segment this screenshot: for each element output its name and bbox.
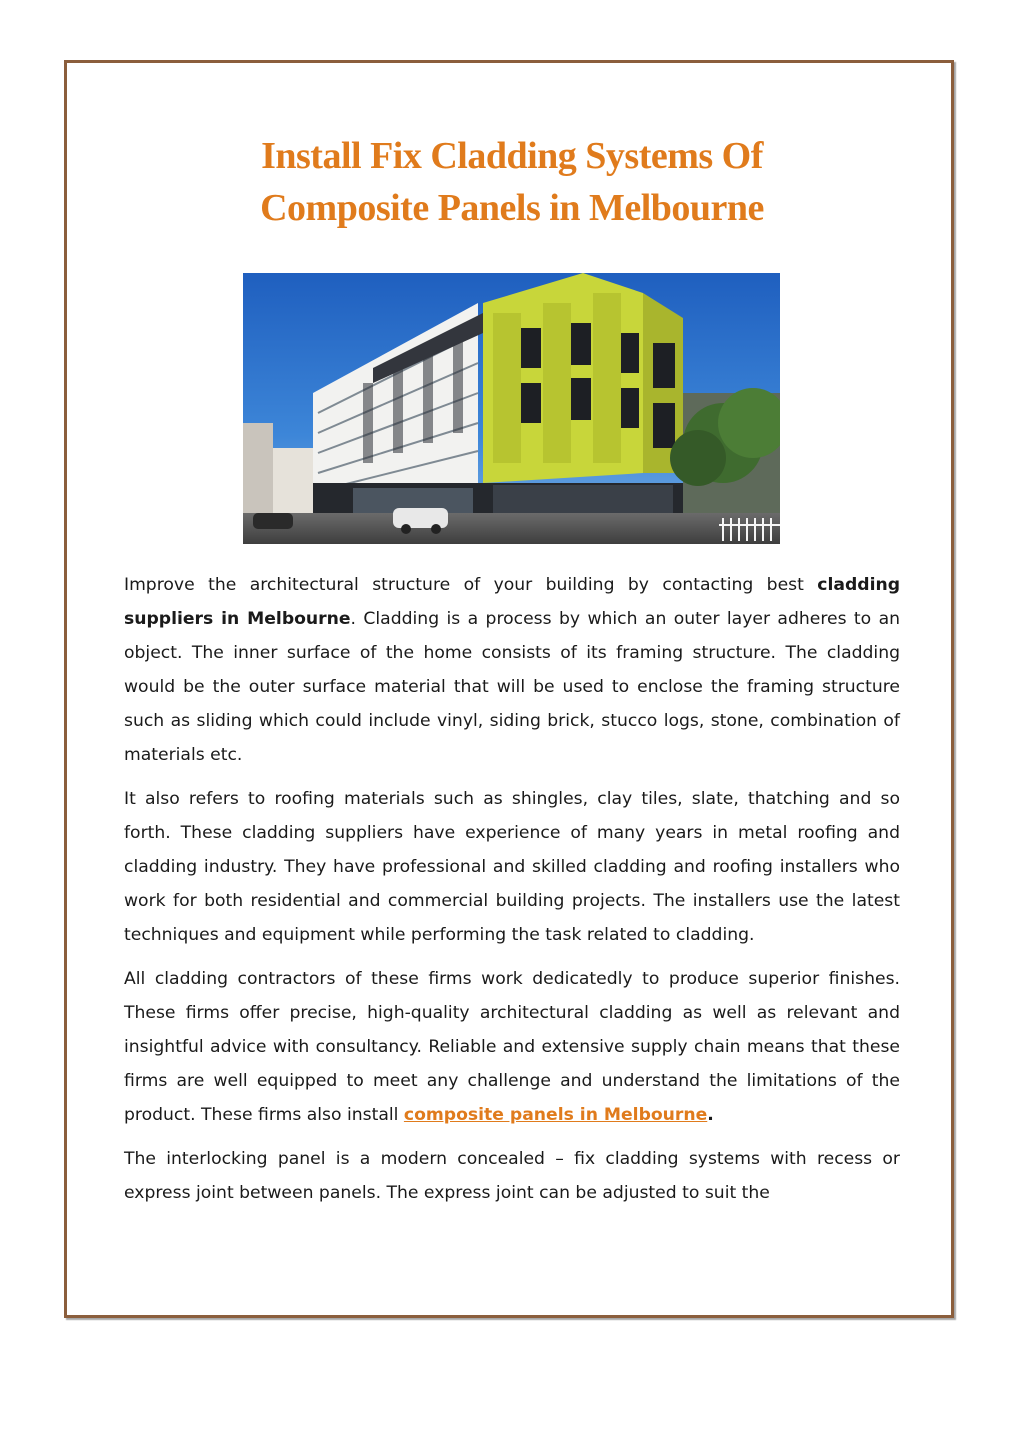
article-body [124,568,900,1220]
paragraph-1-text-b: . Cladding is a process by which an outer layer adheres to an object. The inner surface of the home consists of its framing structure. The cladding would be the outer surface material that will be used to enclose the framing structure such as sliding which could include vinyl, siding brick, stucco logs, stone, combination of materials etc. [124,609,900,765]
paragraph-3 [124,962,900,1132]
page-title [0,130,1024,234]
composite-panels-link[interactable]: composite panels in Melbourne [403,1105,708,1125]
title-line-1: Install Fix Cladding Systems Of [261,135,763,177]
paragraph-1 [124,568,900,772]
paragraph-3-text-b: . [707,1105,714,1125]
paragraph-1-text-a: Improve the architectural structure of your building by contacting best [124,575,818,595]
paragraph-3-text-a: All cladding contractors of these firms work dedicatedly to produce superior finishes. These firms offer precise, high-quality architectural cladding as well as relevant and insightful advice with consultancy. Reliable and extensive supply chain means that these firms are well equipped to meet any challenge and understand the limitations of the product. These firms also install [124,969,900,1125]
paragraph-4: The interlocking panel is a modern concealed – fix cladding systems with recess or express joint between panels. The express joint can be adjusted to suit the [124,1149,900,1203]
title-line-2: Composite Panels in Melbourne [260,187,764,229]
building-illustration [243,273,780,544]
paragraph-2: It also refers to roofing materials such as shingles, clay tiles, slate, thatching and so forth. These cladding suppliers have experience of many years in metal roofing and cladding industry. They have professional and skilled cladding and roofing installers who work for both residential and commercial building projects. The installers use the latest techniques and equipment while performing the task related to cladding. [124,789,900,945]
building-photo [243,273,780,544]
paragraph-1-bold: cladding suppliers in Melbourne [124,575,900,629]
